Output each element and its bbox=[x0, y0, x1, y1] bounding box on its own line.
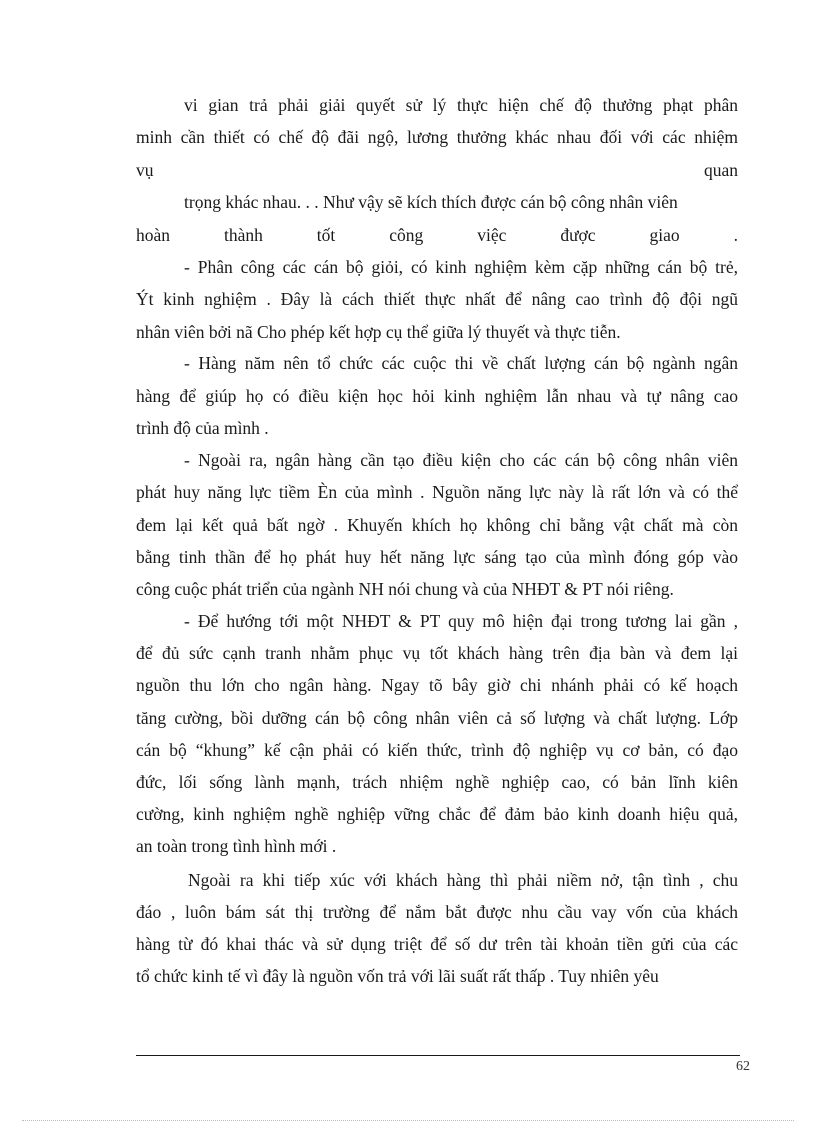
text-line: vi gian trả phải giải quyết sử lý thực hiện chế độ thưởng phạt phân bbox=[184, 95, 738, 115]
text-line: - Để hướng tới một NHĐT & PT quy mô hiện đại trong tương lai gần , bbox=[184, 611, 738, 631]
text-line: đức, lối sống lành mạnh, trách nhiệm nghề nghiệp cao, có bản lĩnh kiên bbox=[136, 772, 738, 792]
text-line: tăng cường, bồi dưỡng cán bộ công nhân viên cả số lượng và chất lượng. Lớp bbox=[136, 708, 738, 728]
text-line: nguồn thu lớn cho ngân hàng. Ngay tõ bây giờ chi nhánh phải có kế hoạch bbox=[136, 675, 738, 695]
text-line: đáo , luôn bám sát thị trường để nắm bắt được nhu cầu vay vốn của khách bbox=[136, 902, 738, 922]
text-line: nhân viên bởi nã Cho phép kết hợp cụ thể giữa lý thuyết và thực tiễn. bbox=[136, 322, 621, 342]
text-line: bằng tinh thần để họ phát huy hết năng lực sáng tạo của mình đóng góp vào bbox=[136, 547, 738, 567]
text-line: cán bộ “khung” kế cận phải có kiến thức, trình độ nghiệp vụ cơ bản, có đạo bbox=[136, 740, 738, 760]
text-line: minh cần thiết có chế độ đãi ngộ, lương thưởng khác nhau đối với các nhiệm bbox=[136, 127, 738, 147]
text-line: trình độ của mình . bbox=[136, 418, 269, 438]
text-line: hàng để giúp họ có điều kiện học hỏi kinh nghiệm lẫn nhau và tự nâng cao bbox=[136, 386, 738, 406]
text-line: cường, kinh nghiệm nghề nghiệp vững chắc để đảm bảo kinh doanh hiệu quả, bbox=[136, 804, 738, 824]
text-line: Ngoài ra khi tiếp xúc với khách hàng thì phải niềm nở, tận tình , chu bbox=[188, 870, 738, 890]
text-line: quan bbox=[703, 160, 738, 180]
text-line: trọng khác nhau. . . Như vậy sẽ kích thích được cán bộ công nhân viên bbox=[184, 192, 678, 212]
text-line: an toàn trong tình hình mới . bbox=[136, 836, 337, 856]
text-line: - Ngoài ra, ngân hàng cần tạo điều kiện cho các cán bộ công nhân viên bbox=[184, 450, 738, 470]
text-line: - Hàng năm nên tổ chức các cuộc thi về chất lượng cán bộ ngành ngân bbox=[184, 353, 738, 373]
text-line: công cuộc phát triển của ngành NH nói chung và của NHĐT & PT nói riêng. bbox=[136, 579, 674, 599]
text-line: hoàn thành tốt công việc được giao . bbox=[136, 225, 738, 245]
page-bottom-dotted-border bbox=[22, 1120, 794, 1121]
text-line: hàng từ đó khai thác và sử dụng triệt để số dư trên tài khoản tiền gửi của các bbox=[136, 934, 738, 954]
page-number: 62 bbox=[736, 1059, 750, 1074]
text-line: phát huy năng lực tiềm Èn của mình . Nguồn năng lực này là rất lớn và có thể bbox=[136, 482, 738, 502]
text-line: vụ bbox=[136, 160, 154, 180]
text-line: để đủ sức cạnh tranh nhằm phục vụ tốt khách hàng trên địa bàn và đem lại bbox=[136, 643, 738, 663]
text-line: đem lại kết quả bất ngờ . Khuyến khích họ không chỉ bằng vật chất mà còn bbox=[136, 515, 738, 535]
text-line: Ýt kinh nghiệm . Đây là cách thiết thực nhất để nâng cao trình độ đội ngũ bbox=[136, 289, 738, 309]
text-line: - Phân công các cán bộ giỏi, có kinh nghiệm kèm cặp những cán bộ trẻ, bbox=[184, 257, 738, 277]
footer-rule bbox=[136, 1055, 740, 1056]
text-line: tổ chức kinh tế vì đây là nguồn vốn trả với lãi suất rất thấp . Tuy nhiên yêu bbox=[136, 966, 659, 986]
